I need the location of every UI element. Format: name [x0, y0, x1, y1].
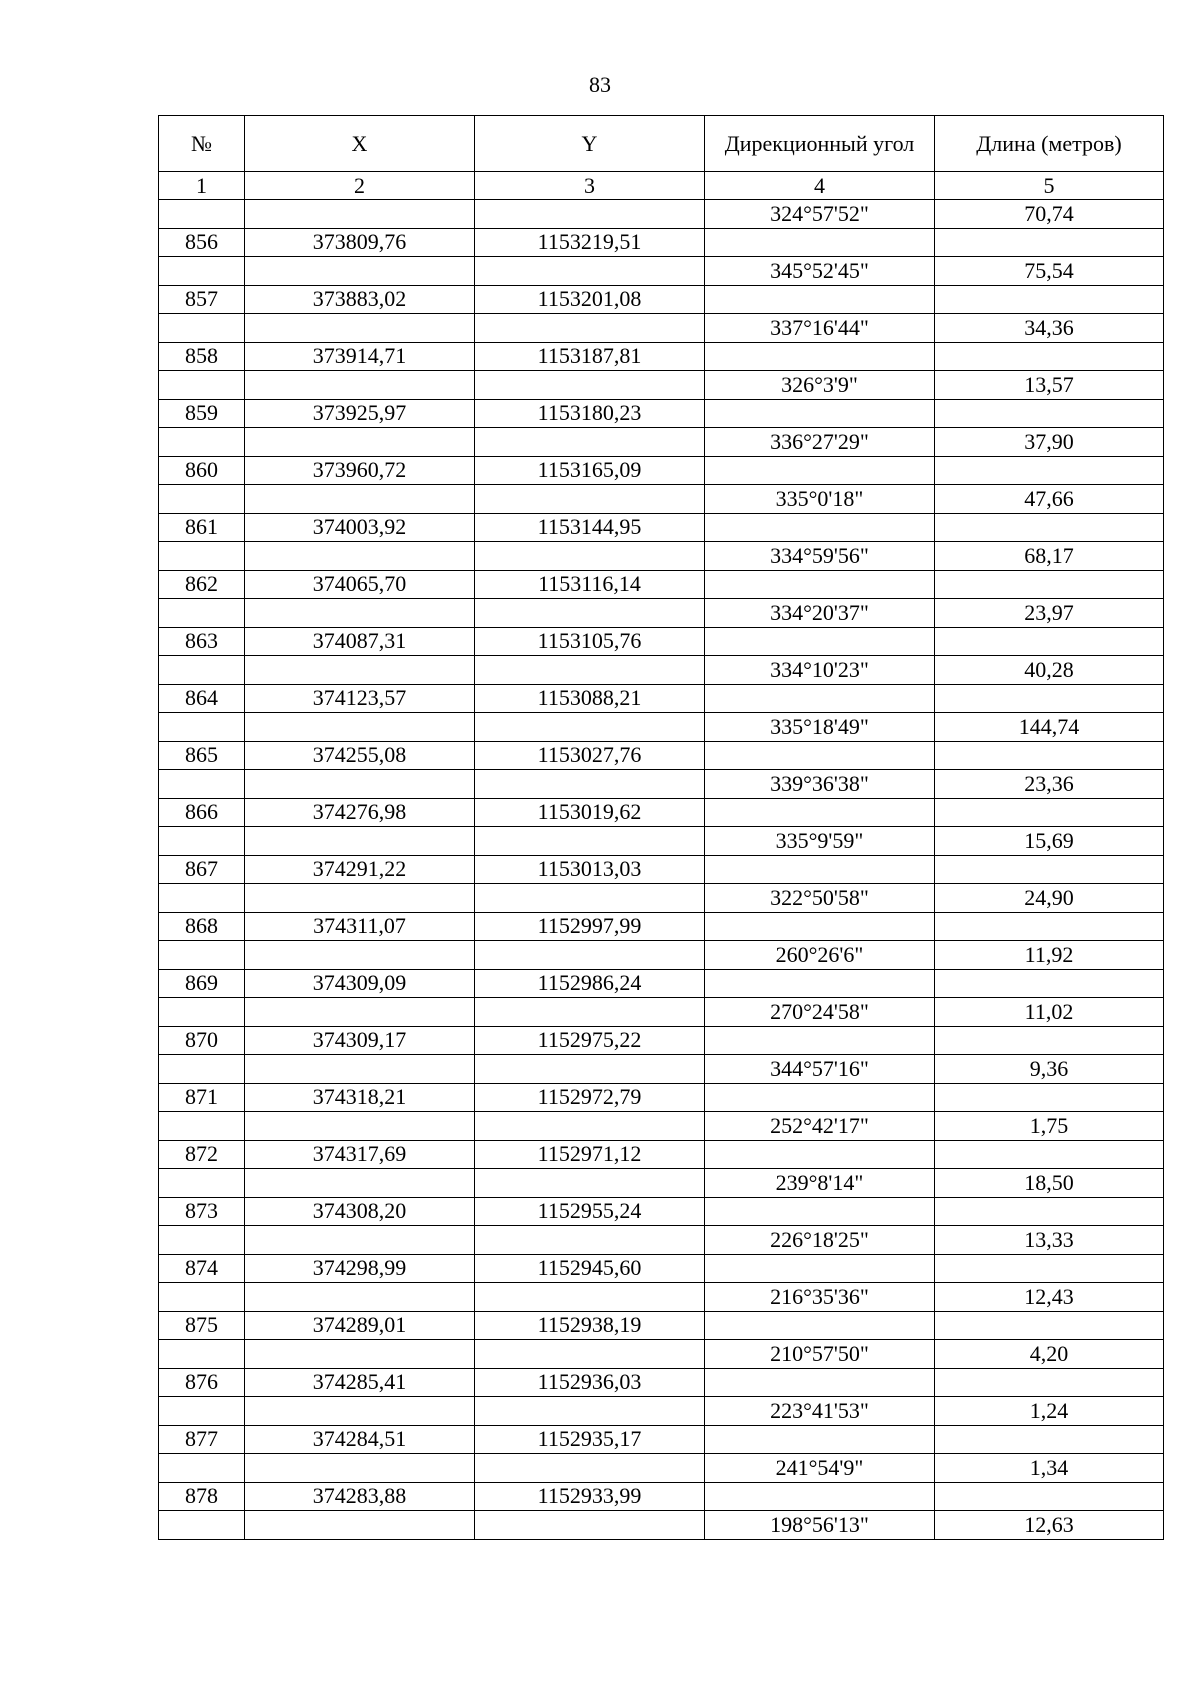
cell-point-number — [159, 542, 245, 571]
header-direction-angle: Дирекционный угол — [705, 116, 935, 172]
cell-length: 11,02 — [935, 998, 1164, 1027]
table-row — [159, 1112, 1164, 1141]
header-number: № — [159, 116, 245, 172]
table-row — [159, 1482, 1164, 1511]
cell-length — [935, 228, 1164, 257]
cell-length — [935, 1254, 1164, 1283]
cell-length — [935, 684, 1164, 713]
cell-point-number: 866 — [159, 798, 245, 827]
cell-direction-angle — [705, 570, 935, 599]
cell-length — [935, 456, 1164, 485]
table-row — [159, 1283, 1164, 1312]
cell-point-number: 873 — [159, 1197, 245, 1226]
header-x: X — [245, 116, 475, 172]
page-number: 83 — [589, 72, 611, 97]
cell-point-number: 867 — [159, 855, 245, 884]
cell-point-number — [159, 200, 245, 229]
cell-direction-angle: 252°42'17" — [705, 1112, 935, 1141]
cell-direction-angle: 335°18'49" — [705, 713, 935, 742]
table-row — [159, 1254, 1164, 1283]
cell-direction-angle: 334°20'37" — [705, 599, 935, 628]
cell-direction-angle: 334°59'56" — [705, 542, 935, 571]
cell-y: 1152955,24 — [475, 1197, 705, 1226]
cell-x: 373960,72 — [245, 456, 475, 485]
cell-direction-angle: 335°0'18" — [705, 485, 935, 514]
cell-length: 13,33 — [935, 1226, 1164, 1255]
cell-point-number: 870 — [159, 1026, 245, 1055]
table-row — [159, 1511, 1164, 1540]
header-y: Y — [475, 116, 705, 172]
cell-x: 374309,09 — [245, 969, 475, 998]
cell-y: 1153013,03 — [475, 855, 705, 884]
cell-y — [475, 485, 705, 514]
table-row — [159, 456, 1164, 485]
cell-point-number: 863 — [159, 627, 245, 656]
cell-direction-angle: 223°41'53" — [705, 1397, 935, 1426]
cell-point-number — [159, 1340, 245, 1369]
cell-y — [475, 1055, 705, 1084]
column-number: 5 — [935, 172, 1164, 200]
cell-x — [245, 1397, 475, 1426]
cell-y: 1153088,21 — [475, 684, 705, 713]
cell-length — [935, 627, 1164, 656]
cell-point-number — [159, 1397, 245, 1426]
cell-y — [475, 1454, 705, 1483]
cell-direction-angle — [705, 456, 935, 485]
cell-x — [245, 1340, 475, 1369]
cell-y: 1152933,99 — [475, 1482, 705, 1511]
cell-y: 1153165,09 — [475, 456, 705, 485]
cell-length: 24,90 — [935, 884, 1164, 913]
cell-point-number — [159, 485, 245, 514]
cell-x: 374285,41 — [245, 1368, 475, 1397]
cell-point-number — [159, 1226, 245, 1255]
cell-x — [245, 1226, 475, 1255]
column-number: 4 — [705, 172, 935, 200]
cell-length — [935, 1083, 1164, 1112]
cell-length: 12,43 — [935, 1283, 1164, 1312]
cell-direction-angle — [705, 513, 935, 542]
cell-direction-angle: 324°57'52" — [705, 200, 935, 229]
cell-point-number — [159, 1511, 245, 1540]
cell-x: 374289,01 — [245, 1311, 475, 1340]
cell-y — [475, 770, 705, 799]
table-row — [159, 656, 1164, 685]
cell-direction-angle: 336°27'29" — [705, 428, 935, 457]
cell-x: 374309,17 — [245, 1026, 475, 1055]
cell-direction-angle — [705, 342, 935, 371]
cell-y — [475, 1112, 705, 1141]
cell-y — [475, 1397, 705, 1426]
cell-x — [245, 827, 475, 856]
cell-x — [245, 1283, 475, 1312]
cell-direction-angle — [705, 228, 935, 257]
table-row — [159, 713, 1164, 742]
cell-x: 374276,98 — [245, 798, 475, 827]
cell-direction-angle — [705, 1254, 935, 1283]
cell-length: 15,69 — [935, 827, 1164, 856]
cell-y: 1153105,76 — [475, 627, 705, 656]
cell-direction-angle: 226°18'25" — [705, 1226, 935, 1255]
cell-y: 1152971,12 — [475, 1140, 705, 1169]
table-row — [159, 855, 1164, 884]
table-row — [159, 570, 1164, 599]
cell-point-number: 871 — [159, 1083, 245, 1112]
cell-x: 374318,21 — [245, 1083, 475, 1112]
column-number: 2 — [245, 172, 475, 200]
cell-y: 1153019,62 — [475, 798, 705, 827]
cell-direction-angle: 241°54'9" — [705, 1454, 935, 1483]
cell-direction-angle — [705, 1425, 935, 1454]
cell-y — [475, 1283, 705, 1312]
cell-y: 1152938,19 — [475, 1311, 705, 1340]
column-number: 3 — [475, 172, 705, 200]
cell-y — [475, 200, 705, 229]
cell-length — [935, 1026, 1164, 1055]
cell-y — [475, 599, 705, 628]
cell-y — [475, 827, 705, 856]
cell-x: 373914,71 — [245, 342, 475, 371]
cell-direction-angle: 322°50'58" — [705, 884, 935, 913]
table-row — [159, 314, 1164, 343]
table-row — [159, 1169, 1164, 1198]
cell-point-number: 868 — [159, 912, 245, 941]
cell-y: 1153116,14 — [475, 570, 705, 599]
table-row — [159, 912, 1164, 941]
table-row — [159, 741, 1164, 770]
cell-length: 11,92 — [935, 941, 1164, 970]
table-row — [159, 257, 1164, 286]
cell-length — [935, 1140, 1164, 1169]
cell-x: 374003,92 — [245, 513, 475, 542]
cell-point-number: 876 — [159, 1368, 245, 1397]
cell-direction-angle — [705, 912, 935, 941]
cell-x — [245, 599, 475, 628]
cell-x — [245, 770, 475, 799]
table-row — [159, 342, 1164, 371]
cell-length — [935, 342, 1164, 371]
cell-y — [475, 941, 705, 970]
cell-y: 1152945,60 — [475, 1254, 705, 1283]
cell-direction-angle: 337°16'44" — [705, 314, 935, 343]
cell-x — [245, 1511, 475, 1540]
cell-y — [475, 314, 705, 343]
cell-direction-angle — [705, 1083, 935, 1112]
cell-direction-angle — [705, 798, 935, 827]
cell-x: 374291,22 — [245, 855, 475, 884]
cell-y — [475, 884, 705, 913]
cell-x: 374255,08 — [245, 741, 475, 770]
cell-x — [245, 1055, 475, 1084]
cell-y: 1152935,17 — [475, 1425, 705, 1454]
coordinates-table — [158, 115, 1164, 1540]
cell-length — [935, 285, 1164, 314]
cell-point-number: 864 — [159, 684, 245, 713]
table-row — [159, 1311, 1164, 1340]
cell-length: 23,97 — [935, 599, 1164, 628]
table-row — [159, 542, 1164, 571]
cell-y — [475, 1226, 705, 1255]
cell-length — [935, 399, 1164, 428]
cell-point-number: 874 — [159, 1254, 245, 1283]
cell-length — [935, 969, 1164, 998]
cell-direction-angle — [705, 1197, 935, 1226]
cell-length: 12,63 — [935, 1511, 1164, 1540]
cell-length: 1,34 — [935, 1454, 1164, 1483]
cell-point-number — [159, 257, 245, 286]
cell-direction-angle — [705, 855, 935, 884]
cell-length — [935, 1482, 1164, 1511]
cell-y — [475, 656, 705, 685]
cell-length: 1,24 — [935, 1397, 1164, 1426]
column-number: 1 — [159, 172, 245, 200]
cell-x: 374087,31 — [245, 627, 475, 656]
cell-direction-angle — [705, 399, 935, 428]
cell-x: 374123,57 — [245, 684, 475, 713]
cell-y — [475, 713, 705, 742]
cell-direction-angle — [705, 969, 935, 998]
cell-direction-angle: 339°36'38" — [705, 770, 935, 799]
cell-point-number — [159, 770, 245, 799]
cell-point-number: 875 — [159, 1311, 245, 1340]
table-body — [159, 200, 1164, 1540]
cell-point-number — [159, 371, 245, 400]
header-length: Длина (метров) — [935, 116, 1164, 172]
cell-length — [935, 513, 1164, 542]
table-header-row — [159, 116, 1164, 172]
cell-point-number — [159, 428, 245, 457]
cell-direction-angle — [705, 627, 935, 656]
cell-point-number: 860 — [159, 456, 245, 485]
cell-x — [245, 542, 475, 571]
cell-length — [935, 798, 1164, 827]
cell-direction-angle: 345°52'45" — [705, 257, 935, 286]
cell-point-number — [159, 713, 245, 742]
cell-direction-angle: 210°57'50" — [705, 1340, 935, 1369]
cell-x — [245, 884, 475, 913]
cell-length — [935, 1197, 1164, 1226]
cell-direction-angle — [705, 741, 935, 770]
cell-point-number — [159, 827, 245, 856]
cell-x: 374317,69 — [245, 1140, 475, 1169]
cell-length: 23,36 — [935, 770, 1164, 799]
cell-length: 144,74 — [935, 713, 1164, 742]
table-row — [159, 428, 1164, 457]
cell-x — [245, 428, 475, 457]
table-row — [159, 1368, 1164, 1397]
cell-y — [475, 998, 705, 1027]
cell-direction-angle: 198°56'13" — [705, 1511, 935, 1540]
cell-length: 18,50 — [935, 1169, 1164, 1198]
table-row — [159, 627, 1164, 656]
table-row — [159, 200, 1164, 229]
cell-direction-angle — [705, 1140, 935, 1169]
table-row — [159, 969, 1164, 998]
cell-direction-angle: 239°8'14" — [705, 1169, 935, 1198]
cell-x: 374065,70 — [245, 570, 475, 599]
table-row — [159, 371, 1164, 400]
cell-length: 75,54 — [935, 257, 1164, 286]
cell-length — [935, 855, 1164, 884]
cell-direction-angle — [705, 1311, 935, 1340]
table-row — [159, 1340, 1164, 1369]
table-row — [159, 285, 1164, 314]
cell-y — [475, 1169, 705, 1198]
table-row — [159, 1425, 1164, 1454]
table-row — [159, 1083, 1164, 1112]
cell-length: 68,17 — [935, 542, 1164, 571]
cell-point-number — [159, 314, 245, 343]
cell-point-number — [159, 1055, 245, 1084]
cell-direction-angle — [705, 1368, 935, 1397]
cell-point-number — [159, 599, 245, 628]
cell-y — [475, 371, 705, 400]
cell-y — [475, 1511, 705, 1540]
cell-direction-angle — [705, 285, 935, 314]
cell-length: 1,75 — [935, 1112, 1164, 1141]
cell-y: 1153027,76 — [475, 741, 705, 770]
cell-y: 1153180,23 — [475, 399, 705, 428]
cell-point-number — [159, 656, 245, 685]
cell-length — [935, 912, 1164, 941]
cell-x: 373925,97 — [245, 399, 475, 428]
cell-x — [245, 1169, 475, 1198]
cell-length — [935, 570, 1164, 599]
table-row — [159, 399, 1164, 428]
table-row — [159, 1397, 1164, 1426]
cell-length: 34,36 — [935, 314, 1164, 343]
cell-y: 1152972,79 — [475, 1083, 705, 1112]
cell-point-number: 861 — [159, 513, 245, 542]
cell-y: 1152997,99 — [475, 912, 705, 941]
cell-y: 1152986,24 — [475, 969, 705, 998]
cell-x — [245, 1454, 475, 1483]
table-row — [159, 599, 1164, 628]
cell-point-number: 857 — [159, 285, 245, 314]
table-row — [159, 770, 1164, 799]
cell-length: 9,36 — [935, 1055, 1164, 1084]
cell-x: 374284,51 — [245, 1425, 475, 1454]
cell-y: 1152975,22 — [475, 1026, 705, 1055]
cell-point-number: 865 — [159, 741, 245, 770]
cell-y — [475, 1340, 705, 1369]
cell-point-number: 859 — [159, 399, 245, 428]
cell-point-number: 872 — [159, 1140, 245, 1169]
cell-point-number: 858 — [159, 342, 245, 371]
cell-y: 1153187,81 — [475, 342, 705, 371]
cell-x: 373883,02 — [245, 285, 475, 314]
cell-point-number — [159, 1112, 245, 1141]
cell-y — [475, 257, 705, 286]
cell-x — [245, 713, 475, 742]
cell-direction-angle — [705, 1482, 935, 1511]
cell-y: 1153201,08 — [475, 285, 705, 314]
table-row — [159, 1197, 1164, 1226]
cell-point-number — [159, 1169, 245, 1198]
cell-x — [245, 1112, 475, 1141]
table-row — [159, 228, 1164, 257]
table-row — [159, 941, 1164, 970]
cell-length: 37,90 — [935, 428, 1164, 457]
table-row — [159, 513, 1164, 542]
cell-x — [245, 998, 475, 1027]
cell-direction-angle: 326°3'9" — [705, 371, 935, 400]
table-row — [159, 1454, 1164, 1483]
cell-length — [935, 1311, 1164, 1340]
table-row — [159, 1026, 1164, 1055]
cell-direction-angle — [705, 1026, 935, 1055]
cell-direction-angle: 335°9'59" — [705, 827, 935, 856]
cell-direction-angle: 334°10'23" — [705, 656, 935, 685]
cell-length: 40,28 — [935, 656, 1164, 685]
table-row — [159, 684, 1164, 713]
cell-y — [475, 428, 705, 457]
cell-length — [935, 1425, 1164, 1454]
cell-x — [245, 941, 475, 970]
cell-point-number: 869 — [159, 969, 245, 998]
cell-length: 70,74 — [935, 200, 1164, 229]
cell-point-number: 877 — [159, 1425, 245, 1454]
table-row — [159, 1055, 1164, 1084]
cell-x: 374311,07 — [245, 912, 475, 941]
cell-y — [475, 542, 705, 571]
cell-length: 4,20 — [935, 1340, 1164, 1369]
cell-length — [935, 741, 1164, 770]
cell-point-number — [159, 1283, 245, 1312]
cell-y: 1153144,95 — [475, 513, 705, 542]
table-row — [159, 798, 1164, 827]
cell-x: 374308,20 — [245, 1197, 475, 1226]
table-row — [159, 884, 1164, 913]
cell-direction-angle: 216°35'36" — [705, 1283, 935, 1312]
cell-x — [245, 485, 475, 514]
cell-x: 373809,76 — [245, 228, 475, 257]
cell-y: 1153219,51 — [475, 228, 705, 257]
cell-direction-angle: 270°24'58" — [705, 998, 935, 1027]
cell-point-number — [159, 941, 245, 970]
table-row — [159, 1140, 1164, 1169]
cell-length — [935, 1368, 1164, 1397]
cell-x — [245, 200, 475, 229]
cell-x: 374283,88 — [245, 1482, 475, 1511]
cell-point-number — [159, 884, 245, 913]
cell-length: 47,66 — [935, 485, 1164, 514]
cell-direction-angle: 344°57'16" — [705, 1055, 935, 1084]
cell-length: 13,57 — [935, 371, 1164, 400]
cell-point-number: 862 — [159, 570, 245, 599]
cell-point-number: 856 — [159, 228, 245, 257]
column-number-row — [159, 172, 1164, 200]
table-row — [159, 1226, 1164, 1255]
table-row — [159, 485, 1164, 514]
table-row — [159, 827, 1164, 856]
cell-point-number — [159, 998, 245, 1027]
cell-point-number — [159, 1454, 245, 1483]
cell-point-number: 878 — [159, 1482, 245, 1511]
table-row — [159, 998, 1164, 1027]
cell-direction-angle — [705, 684, 935, 713]
cell-x: 374298,99 — [245, 1254, 475, 1283]
cell-x — [245, 371, 475, 400]
cell-x — [245, 257, 475, 286]
cell-x — [245, 656, 475, 685]
cell-y: 1152936,03 — [475, 1368, 705, 1397]
cell-x — [245, 314, 475, 343]
cell-direction-angle: 260°26'6" — [705, 941, 935, 970]
